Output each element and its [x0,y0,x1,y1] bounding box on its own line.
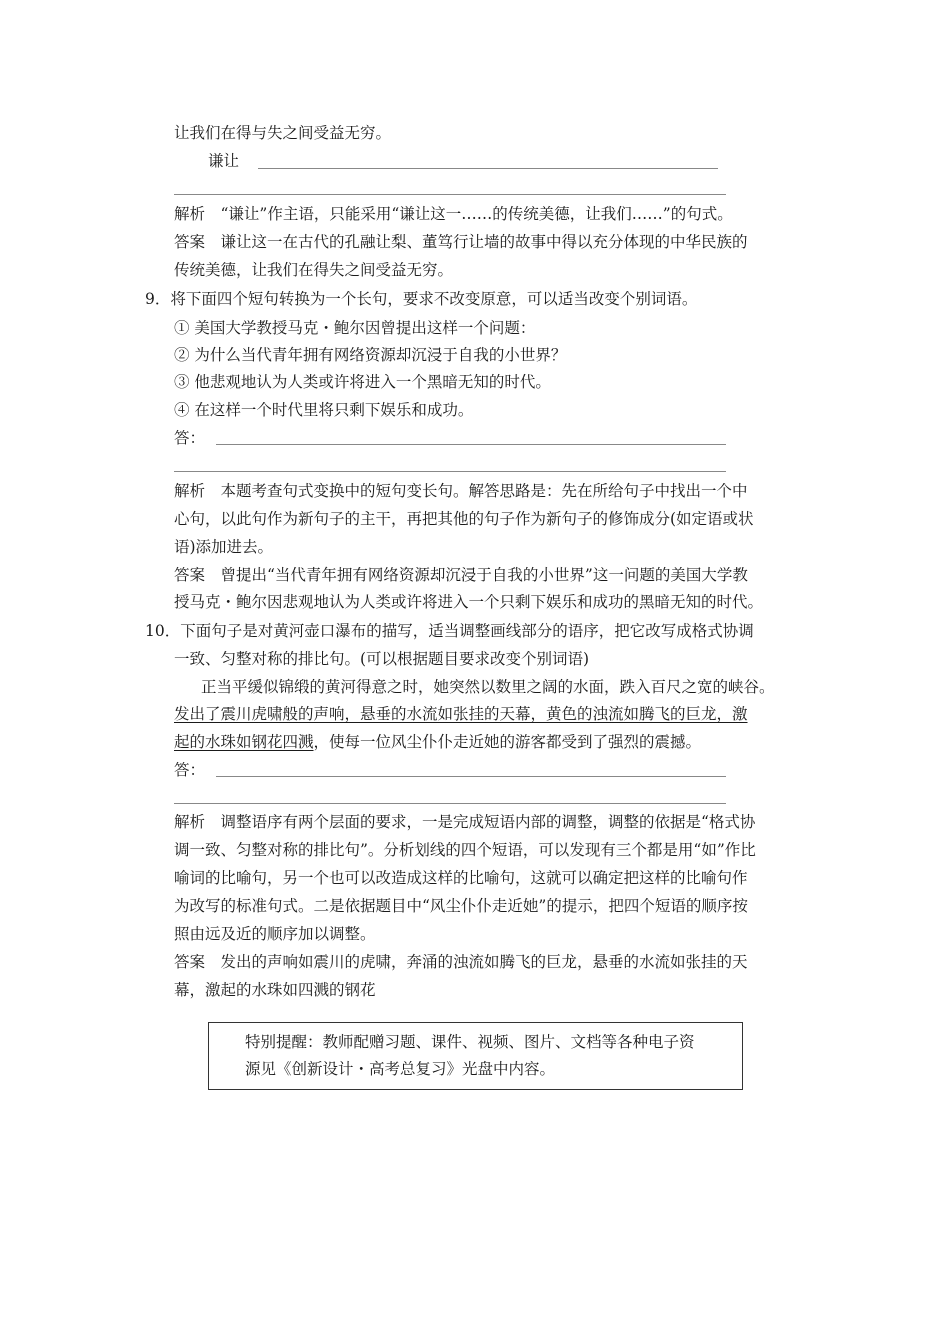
q10-passage-line3 [174,732,701,752]
q10-analysis-line5: 照由远及近的顺序加以调整。 [174,925,376,943]
q9-item-4: ④ 在这样一个时代里将只剩下娱乐和成功。 [174,401,474,419]
q10-answer-line1: 答案 发出的声响如震川的虎啸，奔涌的浊流如腾飞的巨龙，悬垂的水流如张挂的天 [174,953,748,971]
notice-line2: 源见《创新设计・高考总复习》光盘中内容。 [245,1060,556,1078]
q10-answer-line-2[interactable] [174,803,726,804]
q10-title-line2: 一致、匀整对称的排比句。(可以根据题目要求改变个别词语) [174,650,590,668]
q9-title: 9．将下面四个短句转换为一个长句，要求不改变原意，可以适当改变个别词语。 [145,290,698,308]
q8-answer-line-2[interactable] [174,194,726,195]
q9-answer-label: 答： [174,429,206,447]
notice-line1: 特别提醒：教师配赠习题、课件、视频、图片、文档等各种电子资 [245,1033,695,1051]
q9-analysis-line1: 解析 本题考查句式变换中的短句变长句。解答思路是：先在所给句子中找出一个中 [174,482,748,500]
q9-answer-line-1[interactable] [216,444,726,445]
q9-item-2: ② 为什么当代青年拥有网络资源却沉浸于自我的小世界？ [174,346,567,364]
q10-analysis-line1: 解析 调整语序有两个层面的要求，一是完成短语内部的调整，调整的依据是“格式协 [174,813,756,831]
q10-passage-line3-rest: ，使每一位风尘仆仆走近她的游客都受到了强烈的震撼。 [313,733,702,751]
q9-item-3: ③ 他悲观地认为人类或许将进入一个黑暗无知的时代。 [174,373,551,391]
q10-answer-line2: 幕，激起的水珠如四溅的钢花 [174,981,376,999]
q9-item-1: ① 美国大学教授马克・鲍尔因曾提出这样一个问题： [174,319,536,337]
q10-analysis-line3: 喻词的比喻句，另一个也可以改造成这样的比喻句，这就可以确定把这样的比喻句作 [174,869,748,887]
q9-answer-line1: 答案 曾提出“当代青年拥有网络资源却沉浸于自我的小世界”这一问题的美国大学教 [174,566,748,584]
q8-tail-text: 让我们在得与失之间受益无穷。 [174,124,392,142]
q8-answer-line1: 答案 谦让这一在古代的孔融让梨、董笃行让墙的故事中得以充分体现的中华民族的 [174,233,748,251]
q8-prompt-label: 谦让 [208,152,240,170]
q9-answer-line-2[interactable] [174,471,726,472]
q9-answer-line2: 授马克・鲍尔因悲观地认为人类或许将进入一个只剩下娱乐和成功的黑暗无知的时代。 [174,593,764,611]
q8-analysis: 解析 “谦让”作主语，只能采用“谦让这一……的传统美德，让我们……”的句式。 [174,205,733,223]
q10-title-line1: 10．下面句子是对黄河壶口瀑布的描写，适当调整画线部分的语序，把它改写成格式协调 [145,622,754,640]
q10-passage-line1: 正当平缓似锦缎的黄河得意之时，她突然以数里之阔的水面，跌入百尺之宽的峡谷。 [201,678,775,696]
q10-answer-line-1[interactable] [216,776,726,777]
q8-answer-line2: 传统美德，让我们在得失之间受益无穷。 [174,261,454,279]
q9-analysis-line3: 语)添加进去。 [174,538,274,556]
q10-passage-line2-underlined: 发出了震川虎啸般的声响，悬垂的水流如张挂的天幕，黄色的浊流如腾飞的巨龙，激 [174,705,748,723]
q10-passage-line3-underlined: 起的水珠如钢花四溅 [174,733,314,751]
q10-answer-label: 答： [174,761,206,779]
q10-analysis-line2: 调一致、匀整对称的排比句”。分析划线的四个短语，可以发现有三个都是用“如”作比 [174,841,756,859]
q10-analysis-line4: 为改写的标准句式。二是依据题目中“风尘仆仆走近她”的提示，把四个短语的顺序按 [174,897,748,915]
q9-analysis-line2: 心句，以此句作为新句子的主干，再把其他的句子作为新句子的修饰成分(如定语或状 [174,510,754,528]
q8-answer-line-1[interactable] [258,168,718,169]
